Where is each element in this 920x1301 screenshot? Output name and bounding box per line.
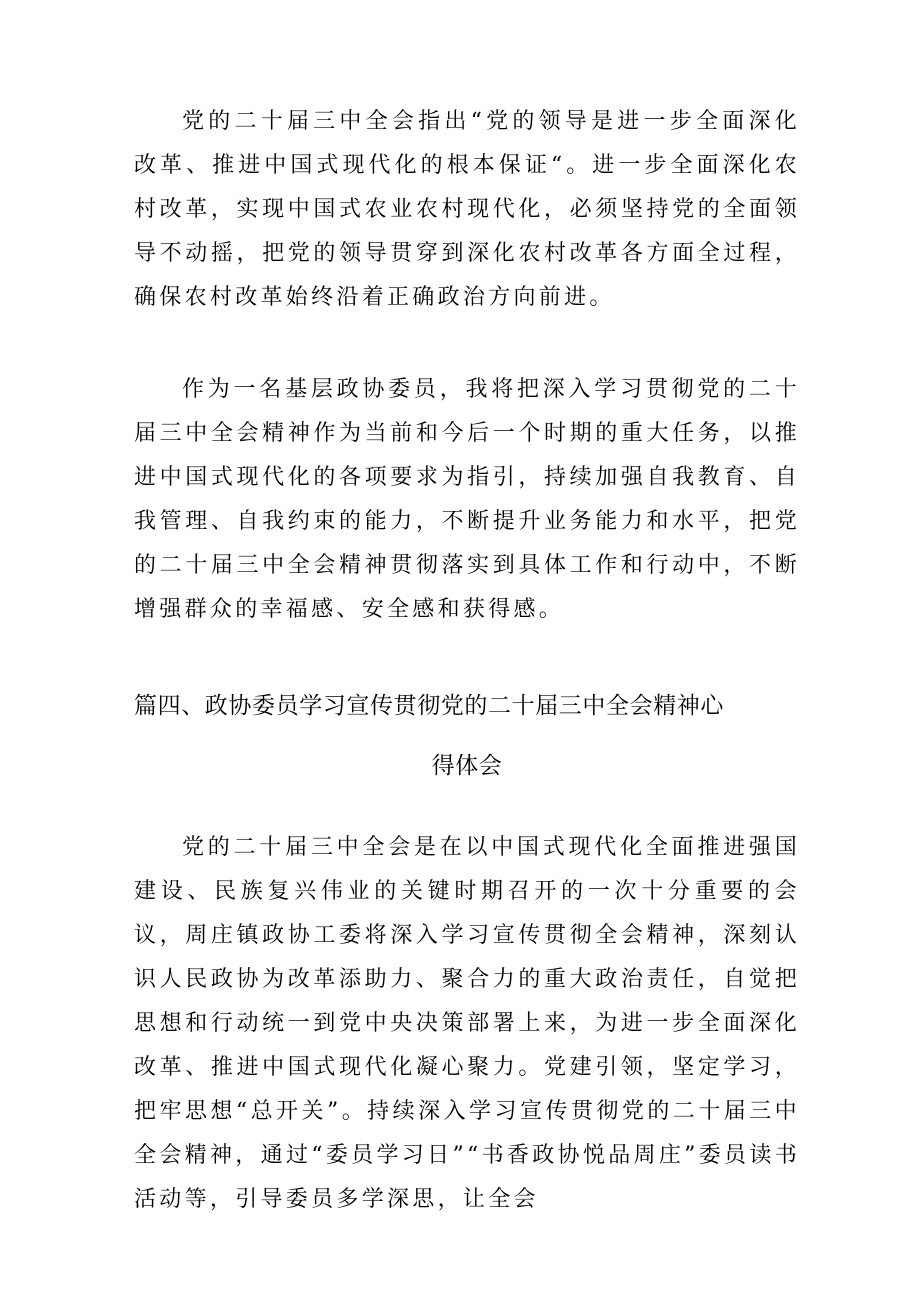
paragraph-spacer xyxy=(134,632,800,676)
body-paragraph-3: 党的二十届三中全会是在以中国式现代化全面推进强国建设、民族复兴伟业的关键时期召开的一次十分重要的会议，周庄镇政协工委将深入学习宣传贯彻全会精神，深刻认识人民政协为改革添助力、聚合力的重大政治责任，自觉把思想和行动统一到党中央决策部署上来，为进一步全面深化改革、推进中国式现代化凝心聚力。党建引领，坚定学习，把牢思想“总开关”。持续深入学习宣传贯彻党的二十届三中全会精神，通过“委员学习日”“书香政协悦品周庄”委员读书活动等，引导委员多学深思，让全会 xyxy=(134,835,800,1212)
section-heading xyxy=(134,676,800,796)
body-paragraph-2: 作为一名基层政协委员，我将把深入学习贯彻党的二十届三中全会精神作为当前和今后一个时期的重大任务，以推进中国式现代化的各项要求为指引，持续加强自我教育、自我管理、自我约束的能力，不断提升业务能力和水平，把党的二十届三中全会精神贯彻落实到具体工作和行动中，不断增强群众的幸福感、安全感和获得感。 xyxy=(134,377,800,622)
paragraph-spacer xyxy=(134,796,800,826)
paragraph-spacer xyxy=(134,320,800,368)
section-heading-line-1: 篇四、政协委员学习宣传贯彻党的二十届三中全会精神心 xyxy=(134,693,724,719)
body-paragraph-1: 党的二十届三中全会指出“党的领导是进一步全面深化改革、推进中国式现代化的根本保证“。进一步全面深化农村改革，实现中国式农业农村现代化，必须坚持党的全面领导不动摇，把党的领导贯穿到深化农村改革各方面全过程，确保农村改革始终沿着正确政治方向前进。 xyxy=(134,109,800,310)
section-heading-line-2: 得体会 xyxy=(431,753,503,779)
